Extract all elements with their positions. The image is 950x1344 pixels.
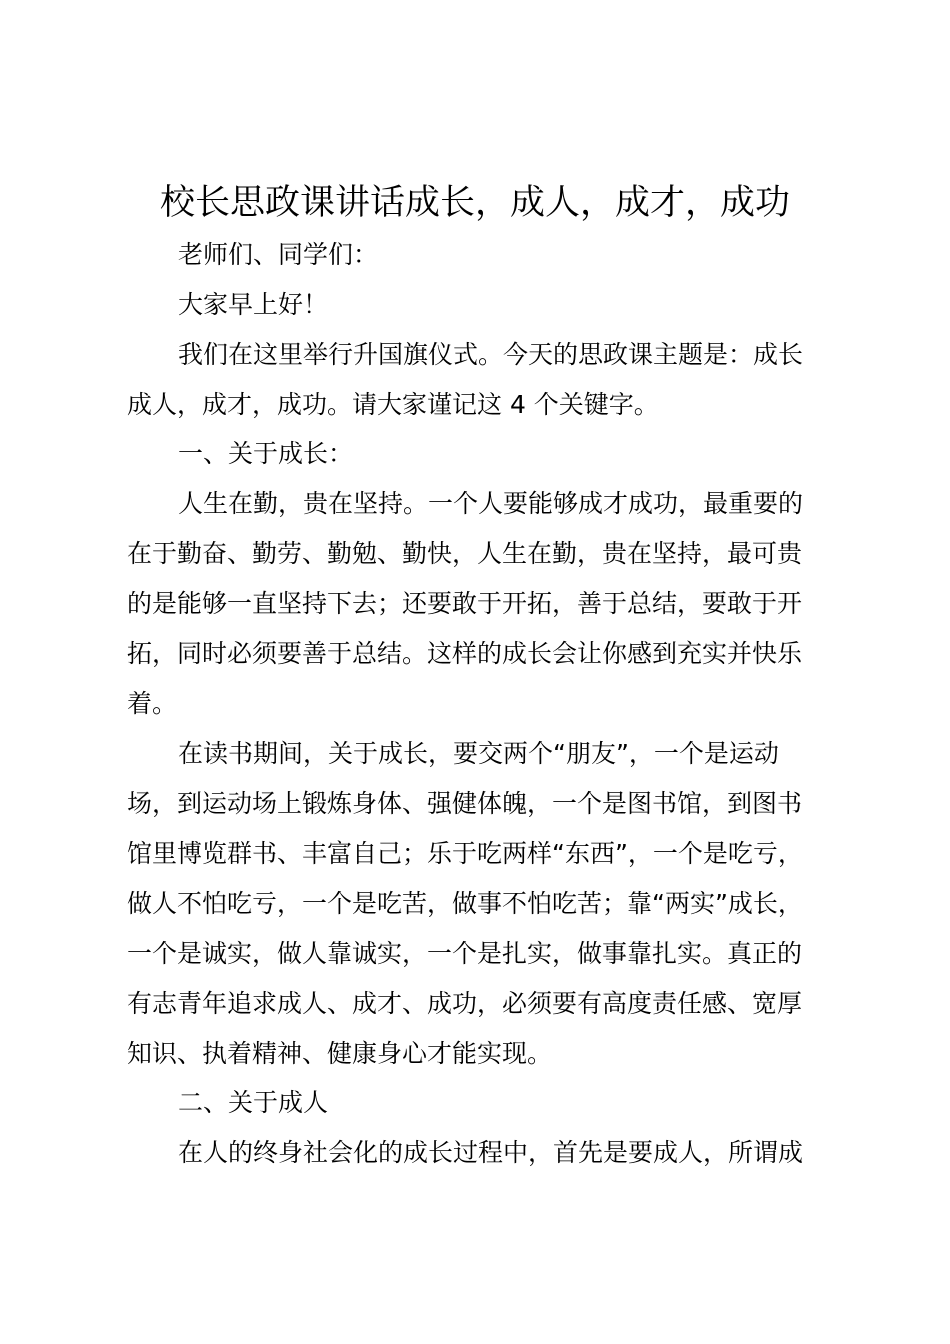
paragraph-line: 场，到运动场上锻炼身体、强健体魄，一个是图书馆，到图书: [127, 789, 803, 818]
paragraph-line: 在于勤奋、勤劳、勤勉、勤快，人生在勤，贵在坚持，最可贵: [127, 539, 803, 568]
paragraph-line: 拓，同时必须要善于总结。这样的成长会让你感到充实并快乐: [127, 639, 803, 668]
paragraph-line: 知识、执着精神、健康身心才能实现。: [127, 1039, 553, 1068]
paragraph-line: 做人不怕吃亏，一个是吃苦，做事不怕吃苦；靠“两实”成长，: [127, 889, 803, 918]
paragraph-line: 在人的终身社会化的成长过程中，首先是要成人，所谓成: [178, 1138, 804, 1167]
greeting-morning-line: 大家早上好！: [178, 290, 329, 319]
paragraph-line: 在读书期间，关于成长，要交两个“朋友”，一个是运动: [178, 739, 779, 768]
section-heading: 二、关于成人: [178, 1088, 329, 1117]
document-title: 校长思政课讲话成长，成人，成才，成功: [159, 183, 790, 223]
paragraph-line: 着。: [127, 689, 178, 718]
paragraph-line: 的是能够一直坚持下去；还要敢于开拓，善于总结，要敢于开: [127, 589, 803, 618]
paragraph-line: 一个是诚实，做人靠诚实，一个是扎实，做事靠扎实。真正的: [127, 939, 803, 968]
section-heading: 一、关于成长：: [178, 439, 354, 468]
paragraph-line: 馆里博览群书、丰富自己；乐于吃两样“东西”，一个是吃亏，: [127, 839, 803, 868]
paragraph-line: 成人，成才，成功。请大家谨记这 4 个关键字。: [127, 390, 659, 419]
paragraph-line: 人生在勤，贵在坚持。一个人要能够成才成功，最重要的: [178, 489, 804, 518]
paragraph-line: 我们在这里举行升国旗仪式。今天的思政课主题是：成长: [178, 340, 804, 369]
greeting-line: 老师们、同学们：: [178, 240, 379, 269]
paragraph-line: 有志青年追求成人、成才、成功，必须要有高度责任感、宽厚: [127, 989, 803, 1018]
